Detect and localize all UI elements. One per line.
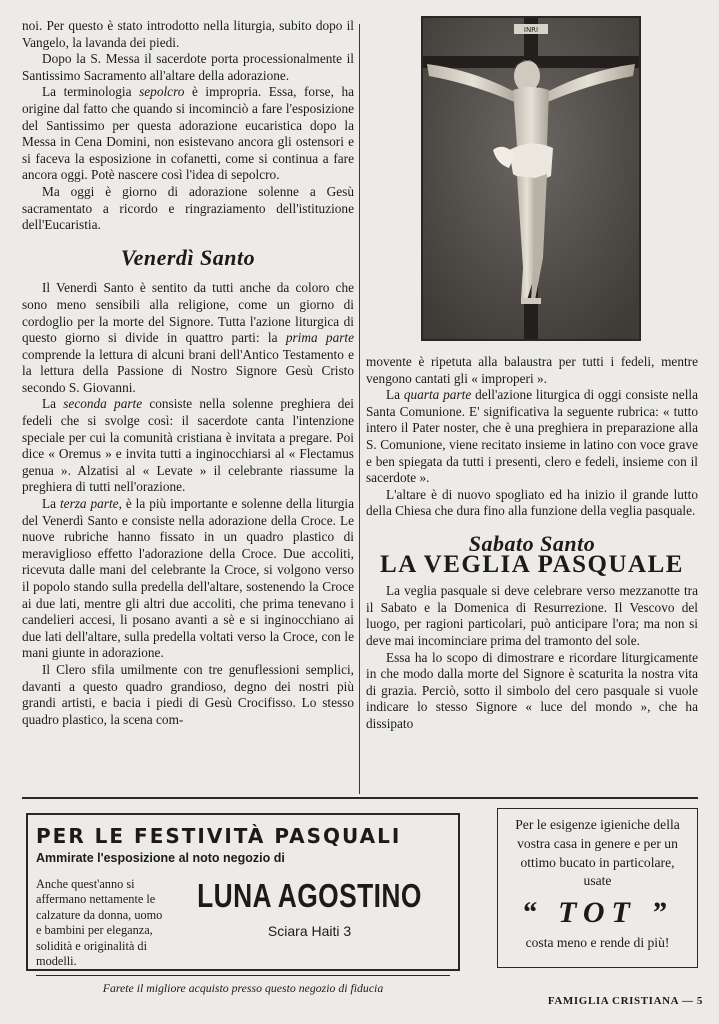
paragraph: L'altare è di nuovo spogliato ed ha inizio il grande lutto della Chiesa che dura fino alla funzione della veglia pasquale. xyxy=(366,486,698,519)
text-span: dell'azione liturgica di oggi consiste nella Santa Comunione. E' significativa la seguente rubrica: « tutto intero il Pater noster, che è una preghiera in preparazione alla S. Comunione, viene recitato insieme in latino con voce grave e ben spiegata da tutti i presenti, clero e fedeli, insieme con il sacerdote ». xyxy=(366,387,698,486)
italic-term: prima parte xyxy=(285,330,354,346)
section-heading-venerdi: Venerdì Santo xyxy=(120,244,256,270)
ad-subhead: Ammirate l'esposizione al noto negozio di xyxy=(36,851,285,865)
paragraph: La veglia pasquale si deve celebrare verso mezzanotte tra il Sabato e la Domenica di Resurrezione. Il Vescovo del luogo, per ragioni particolari, può anticipare l'ora; ma non si deve mai incominciare prima del tramonto del sole. xyxy=(366,583,698,648)
italic-term: seconda parte xyxy=(63,396,143,412)
paragraph: Dopo la S. Messa il sacerdote porta processionalmente il Santissimo Sacramento all'altare della adorazione. xyxy=(22,51,354,83)
ad-tot-text: Per le esigenze igieniche della vostra casa in genere e per un ottimo bucato in particolare, usate xyxy=(515,817,680,889)
text-span: comprende la lettura di alcuni brani dell'Antico Testamento e la lettura della Passione di Nostro Signore Gesù Cristo secondo S. Giovanni. xyxy=(22,346,354,395)
advertisement-tot xyxy=(497,808,698,968)
paragraph: noi. Per questo è stato introdotto nella liturgia, subito dopo il Vangelo, la lavanda dei piedi. xyxy=(22,18,354,50)
paragraph: movente è ripetuta alla balaustra per tutti i fedeli, mentre vengono cantati gli « improperi ». xyxy=(366,354,698,386)
text-span: consiste nella solenne preghiera dei fedeli che si svolge così: il sacerdote canta l'intenzione speciale per cui la comunità cristiana è invitata a pregare. Poi dice « Oremus » e invita tutti a inginocchiarsi al « Flectamus genua ». Alzatisi al « Levate » il celebrante riassume la preghiera di tutti nell'orazione. xyxy=(22,396,354,495)
text-span: La terminologia xyxy=(42,84,140,100)
ad-footer: Farete il migliore acquisto presso questo negozio di fiducia xyxy=(102,981,384,996)
italic-term: sepolcro xyxy=(139,84,185,100)
ad-address: Sciara Haiti 3 xyxy=(267,923,352,939)
column-divider xyxy=(359,24,360,794)
paragraph: Ma oggi è giorno di adorazione solenne a Gesù sacramentato a ricordo e ringraziamento dell'istituzione dell'Eucaristia. xyxy=(22,183,354,233)
paragraph: Il Clero sfila umilmente con tre genuflessioni semplici, davanti a questo quadro grandioso, degno dei nostri più grandi artisti, e bacia i piedi di Gesù Crocifisso. Lo stesso quadro plastico, la scena com- xyxy=(22,661,354,727)
advertisement-luna-agostino xyxy=(26,813,460,996)
ad-body xyxy=(36,877,450,969)
ad-tot-brand: “ TOT ” xyxy=(521,896,674,930)
ad-divider xyxy=(36,975,450,976)
text-span: La xyxy=(386,387,404,403)
section-divider xyxy=(22,797,698,799)
paragraph xyxy=(22,496,354,662)
section-heading-sabato: Sabato Santo xyxy=(468,530,596,556)
paragraph: Essa ha lo scopo di dimostrare e ricordare liturgicamente in che modo dalla morte del Signore è scaturita la nostra vita di grazia. Perciò, sotto il simbolo del cero pasquale si vuole indicare lo stesso Signore « luce del mondo », che ha dissipato xyxy=(366,649,698,731)
crucifix-illustration xyxy=(423,18,639,339)
paragraph xyxy=(22,280,354,396)
paragraph xyxy=(22,84,354,184)
italic-term: terza parte xyxy=(59,496,119,512)
crucifix-photo xyxy=(421,16,641,341)
ad-headline: PER LE FESTIVITÀ PASQUALI xyxy=(36,824,402,848)
ad-brand-block xyxy=(169,877,450,969)
paragraph xyxy=(22,396,354,496)
text-span: La xyxy=(42,496,60,512)
text-span: , è la più importante e solenne della liturgia del Venerdì Santo e consiste nella adorazione della Croce. Le nuove rubriche hanno fissato in un quadro plastico di meraviglioso effetto l'adorazione della Croce. Due accoliti, ricevuta dalle mani del celebrante la Croce, si volgono verso il popolo stando sulla predella dell'altare, sostenendo la Croce ai due lati, mentre gli altri due accoliti, che prima tenevano i candelieri accesi, li posano avanti a sè e si inginocchiano ai due lati dell'altare, sulla predella voltati verso la Croce, con le mani giunte in adorazione. xyxy=(22,496,354,661)
page-footer: FAMIGLIA CRISTIANA — 5 xyxy=(547,995,703,1007)
text-span: Il Venerdì Santo è sentito da tutti anche da coloro che sono meno sensibili alla religione, come un giorno di cordoglio per la morte del Signore. Tutta l'azione liturgica di questo giorno si divide in quattro parti: la xyxy=(22,280,354,346)
left-article-column xyxy=(22,18,354,728)
italic-term: quarta parte xyxy=(403,387,472,403)
text-span: La xyxy=(42,396,64,412)
ad-tot-slogan: costa meno e rende di più! xyxy=(525,935,670,951)
paragraph xyxy=(366,387,698,487)
text-span: è impropria. Essa, forse, ha origine dal fatto che quando si incominciò a fare l'esposizione del Santissimo per questa adorazione eucaristica dopo la Messa in Cena Domini, non esistevano ancora gli ostensori e si faceva la esposizione in cofanetti, come si continua a fare ancora oggi. Potè nascere così l'idea di sepolcro. xyxy=(22,84,355,183)
ad-description: Anche quest'anno si affermano nettamente le calzature da donna, uomo e bambini per eleganza, solidità e originalità di modelli. xyxy=(36,877,163,969)
ad-brand-name: LUNA AGOSTINO xyxy=(197,877,422,914)
cross-inscription: INRI xyxy=(523,26,539,34)
right-article-column xyxy=(366,354,698,732)
section-heading-veglia: LA VEGLIA PASQUALE xyxy=(380,550,684,578)
